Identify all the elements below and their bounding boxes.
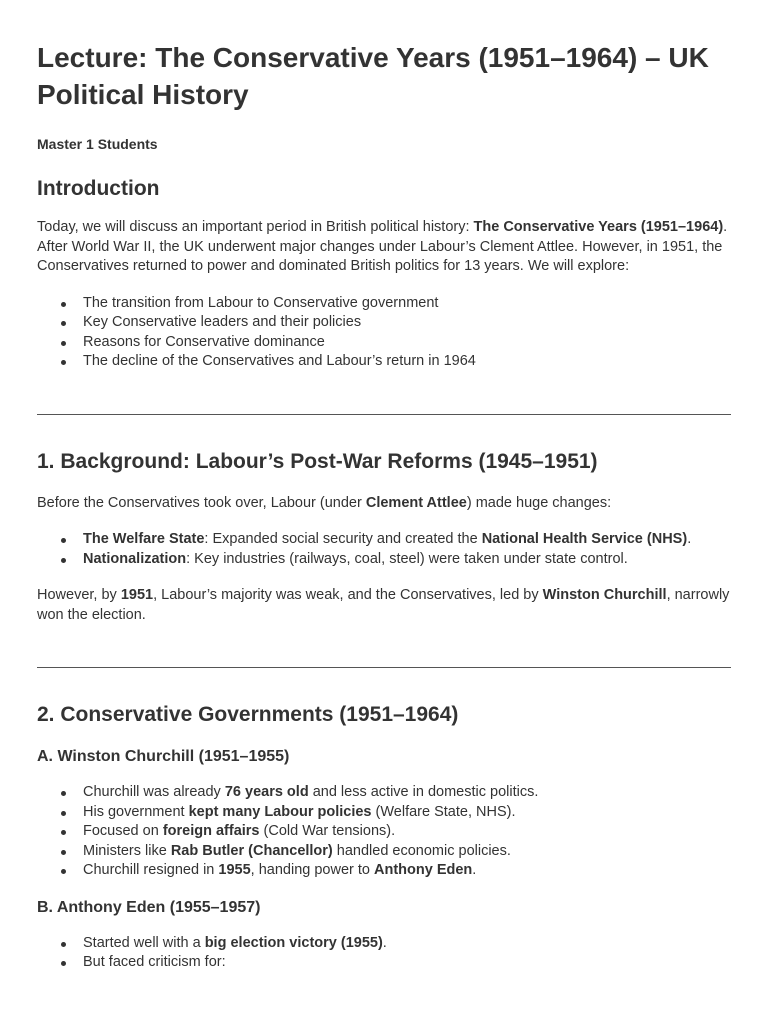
intro-list xyxy=(37,294,731,372)
text: (Cold War tensions). xyxy=(259,823,396,839)
list-item: Key Conservative leaders and their policies xyxy=(83,313,731,333)
list-item xyxy=(83,803,731,823)
section1-paragraph-1 xyxy=(37,494,731,514)
list-item xyxy=(83,822,731,842)
list-item xyxy=(83,861,731,881)
bold-text: 1955 xyxy=(218,862,251,878)
bold-text: Anthony Eden xyxy=(374,862,473,878)
subsection-b-list xyxy=(37,934,731,973)
section-divider xyxy=(37,414,731,415)
section2-heading: 2. Conservative Governments (1951–1964) xyxy=(37,703,459,726)
list-item: Reasons for Conservative dominance xyxy=(83,333,731,353)
intro-text-1: Today, we will discuss an important period in British political history: xyxy=(37,219,474,235)
bold-text: 1951 xyxy=(120,587,154,603)
text: Ministers like xyxy=(83,842,171,859)
text: , handing power to xyxy=(250,862,375,878)
text: (Welfare State, NHS). xyxy=(371,803,516,820)
subsection-a-list xyxy=(37,783,731,881)
text: : Expanded social security and created the xyxy=(204,531,482,547)
text: . xyxy=(687,531,692,547)
bold-text: big election victory (1955) xyxy=(204,934,383,951)
intro-bold-title: The Conservative Years (1951–1964) xyxy=(473,219,724,235)
bold-text: Winston Churchill xyxy=(542,587,667,603)
subtitle: Master 1 Students xyxy=(37,136,158,152)
bold-text: Rab Butler (Chancellor) xyxy=(170,842,333,859)
section1-paragraph-2 xyxy=(37,586,731,625)
subsection-a-heading: A. Winston Churchill (1951–1955) xyxy=(37,748,290,765)
list-item xyxy=(83,934,731,954)
list-item: But faced criticism for: xyxy=(83,953,731,973)
intro-text-2: . After World War II, the UK underwent major changes under Labour’s Clement Attlee. However, in 1951, the Conservatives returned to power and dominated British politics for 13 years. We will explore: xyxy=(37,219,728,274)
bold-text: kept many Labour policies xyxy=(188,803,372,820)
list-item xyxy=(83,783,731,803)
bold-text: 76 years old xyxy=(224,784,309,800)
page-title: Lecture: The Conservative Years (1951–1964) – UK Political History xyxy=(37,42,709,110)
text: Before the Conservatives took over, Labour (under xyxy=(37,494,366,511)
text: , narrowly won the election. xyxy=(37,587,730,623)
section-divider xyxy=(37,667,731,668)
intro-paragraph xyxy=(37,218,731,277)
text: Started well with a xyxy=(83,934,205,951)
text: Focused on xyxy=(83,823,163,839)
text: ) made huge changes: xyxy=(466,494,612,511)
bold-text: The Welfare State xyxy=(83,531,205,547)
text: Churchill was already xyxy=(83,784,225,800)
text: Churchill resigned in xyxy=(83,862,219,878)
list-item xyxy=(83,530,731,550)
text: and less active in domestic politics. xyxy=(308,784,539,800)
section1-list xyxy=(37,530,731,569)
text: handled economic policies. xyxy=(332,842,511,859)
text: His government xyxy=(83,803,189,820)
text: . xyxy=(472,862,477,878)
bold-text: Nationalization xyxy=(83,550,187,567)
list-item: The transition from Labour to Conservative government xyxy=(83,294,731,314)
section1-heading: 1. Background: Labour’s Post-War Reforms (1945–1951) xyxy=(37,449,598,473)
intro-heading: Introduction xyxy=(37,177,160,200)
list-item: The decline of the Conservatives and Labour’s return in 1964 xyxy=(83,352,731,372)
bold-text: foreign affairs xyxy=(162,823,260,839)
text: However, by xyxy=(37,587,121,603)
list-item xyxy=(83,842,731,862)
subsection-b-heading: B. Anthony Eden (1955–1957) xyxy=(37,898,261,916)
bold-text: Clement Attlee xyxy=(365,494,467,511)
text: , Labour’s majority was weak, and the Conservatives, led by xyxy=(153,587,543,603)
text: : Key industries (railways, coal, steel) were taken under state control. xyxy=(186,550,628,567)
text: . xyxy=(382,934,387,951)
list-item xyxy=(83,550,731,570)
bold-text: National Health Service (NHS) xyxy=(481,531,688,547)
